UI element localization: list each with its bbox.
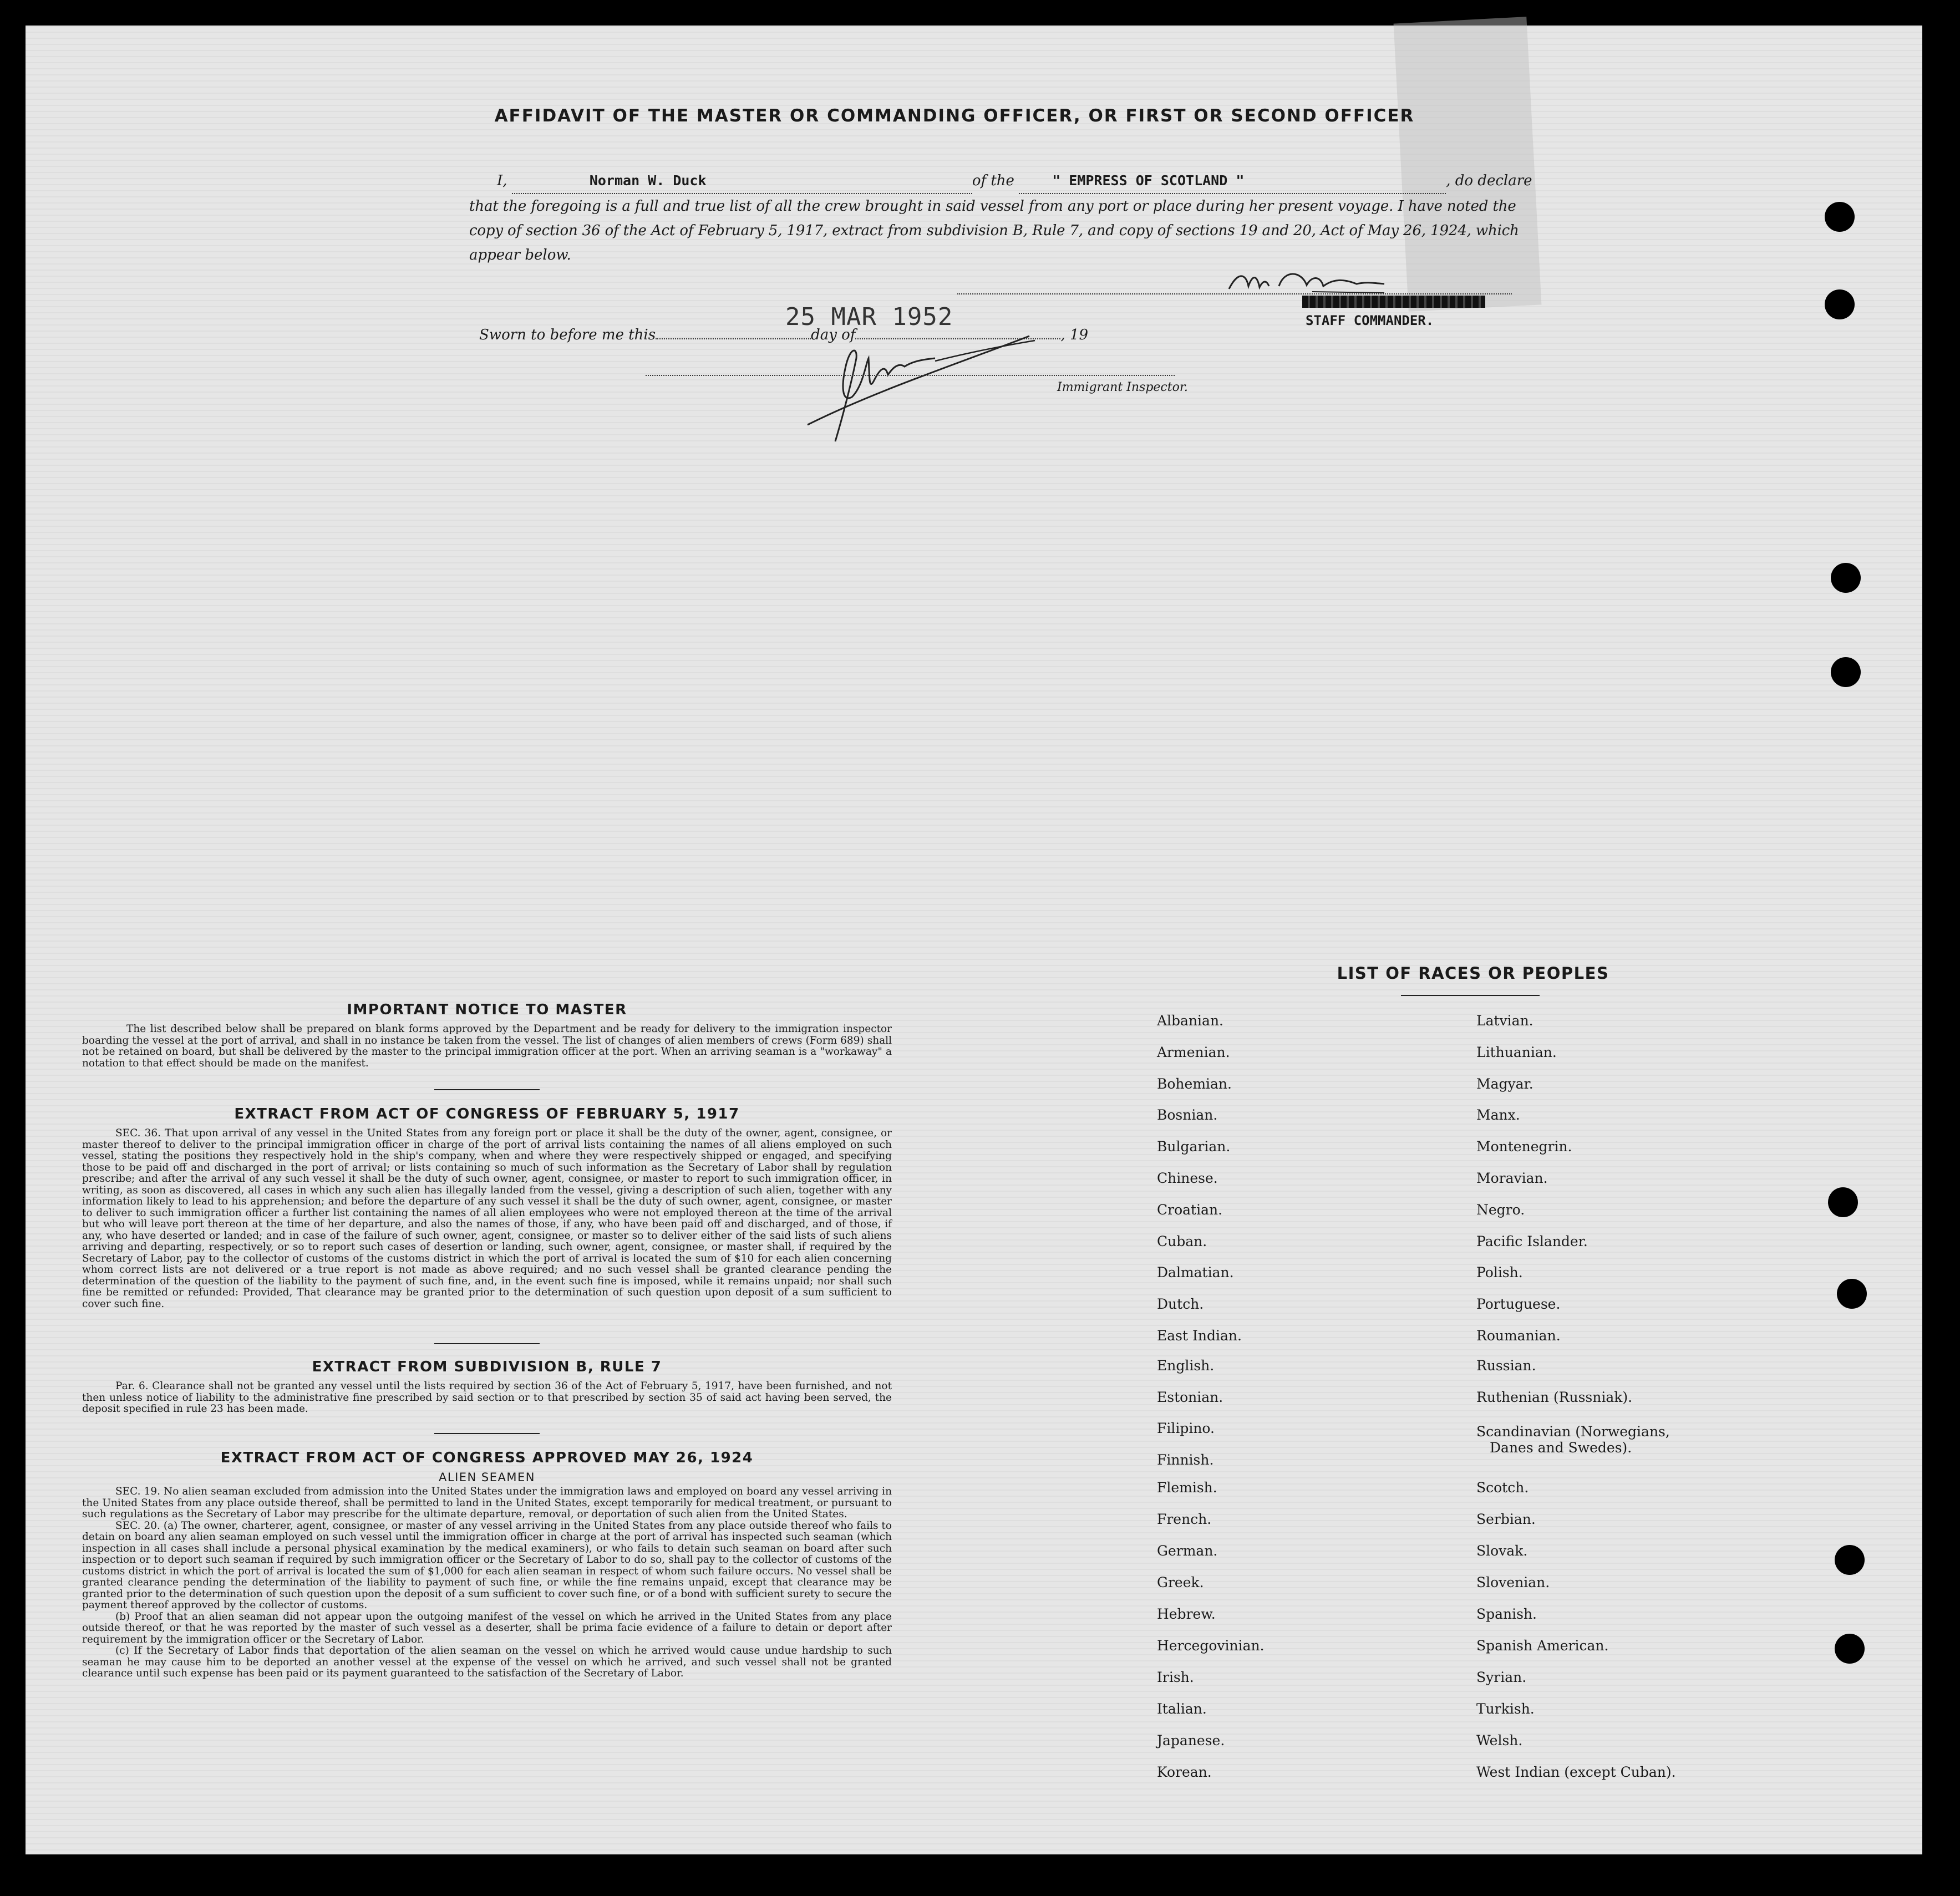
race-item: Hercegovinian.	[1157, 1638, 1265, 1654]
document-page	[26, 26, 1922, 1854]
punch-hole	[1837, 1279, 1867, 1309]
notice-title: IMPORTANT NOTICE TO MASTER	[347, 1002, 627, 1018]
race-item: Latvian.	[1476, 1013, 1534, 1029]
punch-hole	[1831, 563, 1861, 593]
divider	[434, 1343, 540, 1344]
race-item: Manx.	[1476, 1107, 1520, 1123]
race-item: Syrian.	[1476, 1669, 1527, 1685]
race-item: Serbian.	[1476, 1511, 1536, 1527]
master-name-field	[512, 169, 972, 194]
race-item: Magyar.	[1476, 1076, 1534, 1092]
race-item: Bosnian.	[1157, 1107, 1218, 1123]
race-item: West Indian (except Cuban).	[1476, 1764, 1676, 1780]
race-item: German.	[1157, 1543, 1218, 1559]
declaration-line-1	[469, 169, 1532, 194]
sec-20b: (b) Proof that an alien seaman did not appear upon the outgoing manifest of the vessel on which he arrived in the United States from any place outside thereof, or that he was reported by the master of such vessel as a deserter, shall be prima facie evidence of a failure to detain or deport after requirement by the immigration officer or the Secretary of Labor.	[82, 1610, 892, 1645]
race-item: Slovenian.	[1476, 1574, 1550, 1590]
of-the-label: of the	[972, 172, 1014, 189]
declaration-line-3: copy of section 36 of the Act of February 5, 1917, extract from subdivision B, Rule 7, and copy of sections 19 and 20, Act of May 26, 1924, which	[469, 222, 1519, 239]
inspector-signature	[791, 314, 1040, 447]
extract-1917-body: SEC. 36. That upon arrival of any vessel in the United States from any foreign port or place it shall be the duty of the owner, agent, consignee, or master thereof to deliver to the principal immigration officer in charge of the port of arrival lists containing the names of all aliens employed on such vessel, stating the positions they respectively hold in the ship's company, when and where they were respectively shipped or engaged, and specifying those to be paid off and discharged in the port of arrival; or lists containing so much of such information as the Secretary of Labor shall by regulation prescribe; and after the arrival of any such vessel it shall be the duty of such owner, agent, consignee, or master to report to such immigration officer, in writing, as soon as discovered, all cases in which any such alien has illegally landed from the vessel, giving a description of such alien, together with any information likely to lead to his apprehension; and before the departure of any such vessel it shall be the duty of such owner, agent, consignee, or master to deliver to such immigration officer a further list containing the names of all alien employees who were not employed thereon at the time of the arrival but who will leave port thereon at the time of her departure, and also the names of those, if any, who have been paid off and discharged, and of those, if any, who have deserted or landed; and in case of the failure of such owner, agent, consignee, or master so to deliver either of the said lists of such aliens arriving and departing, respectively, or so to report such cases of desertion or landing, such owner, agent, consignee, or master shall, if required by the Secretary of Labor, pay to the collector of customs of the customs district in which the port of arrival is located the sum of $10 for each alien concerning whom correct lists are not delivered or a true report is not made as above required; and no such vessel shall be granted clearance pending the determination of the question of the liability to the payment of such fine, and, in the event such fine is imposed, while it remains unpaid; nor shall such fine be remitted or refunded: Provided, That clearance may be granted prior to the determination of such question upon deposit of a sum sufficient to cover such fine.	[82, 1127, 892, 1310]
punch-hole	[1835, 1545, 1865, 1575]
race-item: Turkish.	[1476, 1701, 1535, 1717]
race-item: Negro.	[1476, 1202, 1525, 1218]
race-item: Montenegrin.	[1476, 1138, 1572, 1155]
race-item: French.	[1157, 1511, 1212, 1527]
race-item: Japanese.	[1157, 1732, 1225, 1748]
extract-1924-title: EXTRACT FROM ACT OF CONGRESS APPROVED MAY 26, 1924	[220, 1450, 754, 1466]
struck-out-text	[1302, 296, 1485, 308]
race-item: Scotch.	[1476, 1480, 1529, 1496]
punch-hole	[1831, 657, 1861, 687]
race-item: East Indian.	[1157, 1328, 1242, 1344]
race-item: Italian.	[1157, 1701, 1207, 1717]
race-item: Dutch.	[1157, 1296, 1204, 1312]
declaration	[469, 169, 1532, 267]
declaration-line-2: that the foregoing is a full and true list of all the crew brought in said vessel from any port or place during her present voyage. I have noted the	[469, 198, 1516, 215]
race-item: Pacific Islander.	[1476, 1233, 1588, 1249]
i-label: I,	[497, 172, 507, 189]
race-item: Polish.	[1476, 1264, 1523, 1280]
race-item: Cuban.	[1157, 1233, 1207, 1249]
races-title: LIST OF RACES OR PEOPLES	[1337, 964, 1609, 983]
declaration-line-4: appear below.	[469, 247, 571, 263]
race-item: Croatian.	[1157, 1202, 1223, 1218]
vessel-name: " EMPRESS OF SCOTLAND "	[1052, 172, 1245, 189]
extract-1924-body	[82, 1486, 892, 1680]
divider	[434, 1433, 540, 1434]
divider	[434, 1089, 540, 1090]
race-item: Irish.	[1157, 1669, 1194, 1685]
race-item: Armenian.	[1157, 1044, 1230, 1060]
race-item: Hebrew.	[1157, 1606, 1216, 1622]
race-item: Chinese.	[1157, 1170, 1218, 1186]
race-item: Filipino.	[1157, 1420, 1215, 1436]
date-stamp: 25 MAR 1952	[785, 303, 953, 331]
officer-title: STAFF COMMANDER.	[1306, 313, 1434, 328]
sec-20a: SEC. 20. (a) The owner, charterer, agent, consignee, or master of any vessel arriving in the United States from any place outside thereof who fails to detain on board any alien seaman employed on such vessel until the immigration officer in charge at the port of arrival has inspected such seaman (which inspection in all cases shall include a personal physical examination by the medical examiners), or who fails to detain such seaman on board after such inspection or to deport such seaman if required by such immigration officer or the Secretary of Labor to do so, shall pay to the collector of customs of the customs district in which the port of arrival is located the sum of $1,000 for each alien seaman in respect of whom such failure occurs. No vessel shall be granted clearance pending the determination of the liability to payment of such fine, or while the fine remains unpaid, except that clearance may be granted prior to the determination of such question upon the deposit of a sum sufficient to cover such fine, or of a bond with sufficient surety to secure the payment thereof approved by the collector of customs.	[82, 1519, 892, 1611]
rule7-title: EXTRACT FROM SUBDIVISION B, RULE 7	[312, 1359, 662, 1375]
race-item: Lithuanian.	[1476, 1044, 1557, 1060]
day-of-label: day of	[811, 327, 856, 343]
race-item: Danes and Swedes).	[1490, 1440, 1632, 1456]
race-item: Ruthenian (Russniak).	[1476, 1389, 1633, 1405]
race-item: Dalmatian.	[1157, 1264, 1234, 1280]
race-item: Estonian.	[1157, 1389, 1223, 1405]
punch-hole	[1825, 202, 1855, 232]
affidavit-title: AFFIDAVIT OF THE MASTER OR COMMANDING OFFICER, OR FIRST OR SECOND OFFICER	[494, 106, 1415, 126]
year-label: , 19	[1060, 327, 1089, 343]
race-item: Bulgarian.	[1157, 1138, 1231, 1155]
race-item: Portuguese.	[1476, 1296, 1561, 1312]
tape-mark	[1394, 17, 1542, 312]
race-item: Russian.	[1476, 1358, 1536, 1374]
notice-body: The list described below shall be prepared on blank forms approved by the Department and be ready for delivery to the immigration inspector boarding the vessel at the port of arrival, and shall in no instance be taken from the vessel. The list of changes of alien members of crews (Form 689) shall not be retained on board, but shall be delivered by the master to the principal immigration officer at the port. When an arriving seaman is a "workaway" a notation to that effect should be made on the manifest.	[82, 1023, 892, 1069]
punch-hole	[1835, 1634, 1865, 1664]
race-item: Flemish.	[1157, 1480, 1217, 1496]
race-item: Albanian.	[1157, 1013, 1224, 1029]
divider	[1401, 995, 1540, 996]
inspector-signature-line	[646, 375, 1175, 376]
race-item: Slovak.	[1476, 1543, 1528, 1559]
inspector-label: Immigrant Inspector.	[1057, 380, 1188, 394]
sec-20c: (c) If the Secretary of Labor finds that deportation of the alien seaman on the vessel on which he arrived would cause undue hardship to such seaman he may cause him to be deported an another vessel at the expense of the vessel on which he arrived, and such vessel shall not be granted clearance until such expense has been paid or its payment guaranteed to the satisfaction of the Secretary of Labor.	[82, 1645, 892, 1679]
master-name: Norman W. Duck	[589, 172, 707, 189]
race-item: Spanish American.	[1476, 1638, 1609, 1654]
race-item: Welsh.	[1476, 1732, 1523, 1748]
punch-hole	[1828, 1187, 1858, 1217]
sec-19: SEC. 19. No alien seaman excluded from admission into the United States under the immigration laws and employed on board any vessel arriving in the United States from any place outside thereof, shall be permitted to land in the United States, except temporarily for medical treatment, or pursuant to such regulations as the Secretary of Labor may prescribe for the ultimate departure, removal, or deportation of such alien from the United States.	[82, 1486, 892, 1520]
punch-hole	[1825, 289, 1855, 319]
race-item: Moravian.	[1476, 1170, 1548, 1186]
sworn-day-field	[656, 338, 811, 339]
rule7-body: Par. 6. Clearance shall not be granted any vessel until the lists required by section 36 of the Act of February 5, 1917, have been furnished, and not then unless notice of liability to the administrative fine prescribed by said section or to that prescribed by section 35 of said act having been served, the deposit specified in rule 23 has been made.	[82, 1380, 892, 1415]
alien-seamen-subtitle: ALIEN SEAMEN	[439, 1471, 535, 1484]
race-item: Spanish.	[1476, 1606, 1537, 1622]
sworn-label: Sworn to before me this	[479, 327, 656, 343]
vessel-field	[1019, 169, 1446, 194]
race-item: English.	[1157, 1358, 1215, 1374]
extract-1917-title: EXTRACT FROM ACT OF CONGRESS OF FEBRUARY 5, 1917	[234, 1106, 740, 1122]
race-item: Korean.	[1157, 1764, 1212, 1780]
race-item: Roumanian.	[1476, 1328, 1561, 1344]
race-item: Bohemian.	[1157, 1076, 1232, 1092]
race-item: Scandinavian (Norwegians,	[1476, 1424, 1670, 1440]
race-item: Greek.	[1157, 1574, 1204, 1590]
do-declare-label: , do declare	[1446, 172, 1532, 189]
race-item: Finnish.	[1157, 1452, 1214, 1468]
